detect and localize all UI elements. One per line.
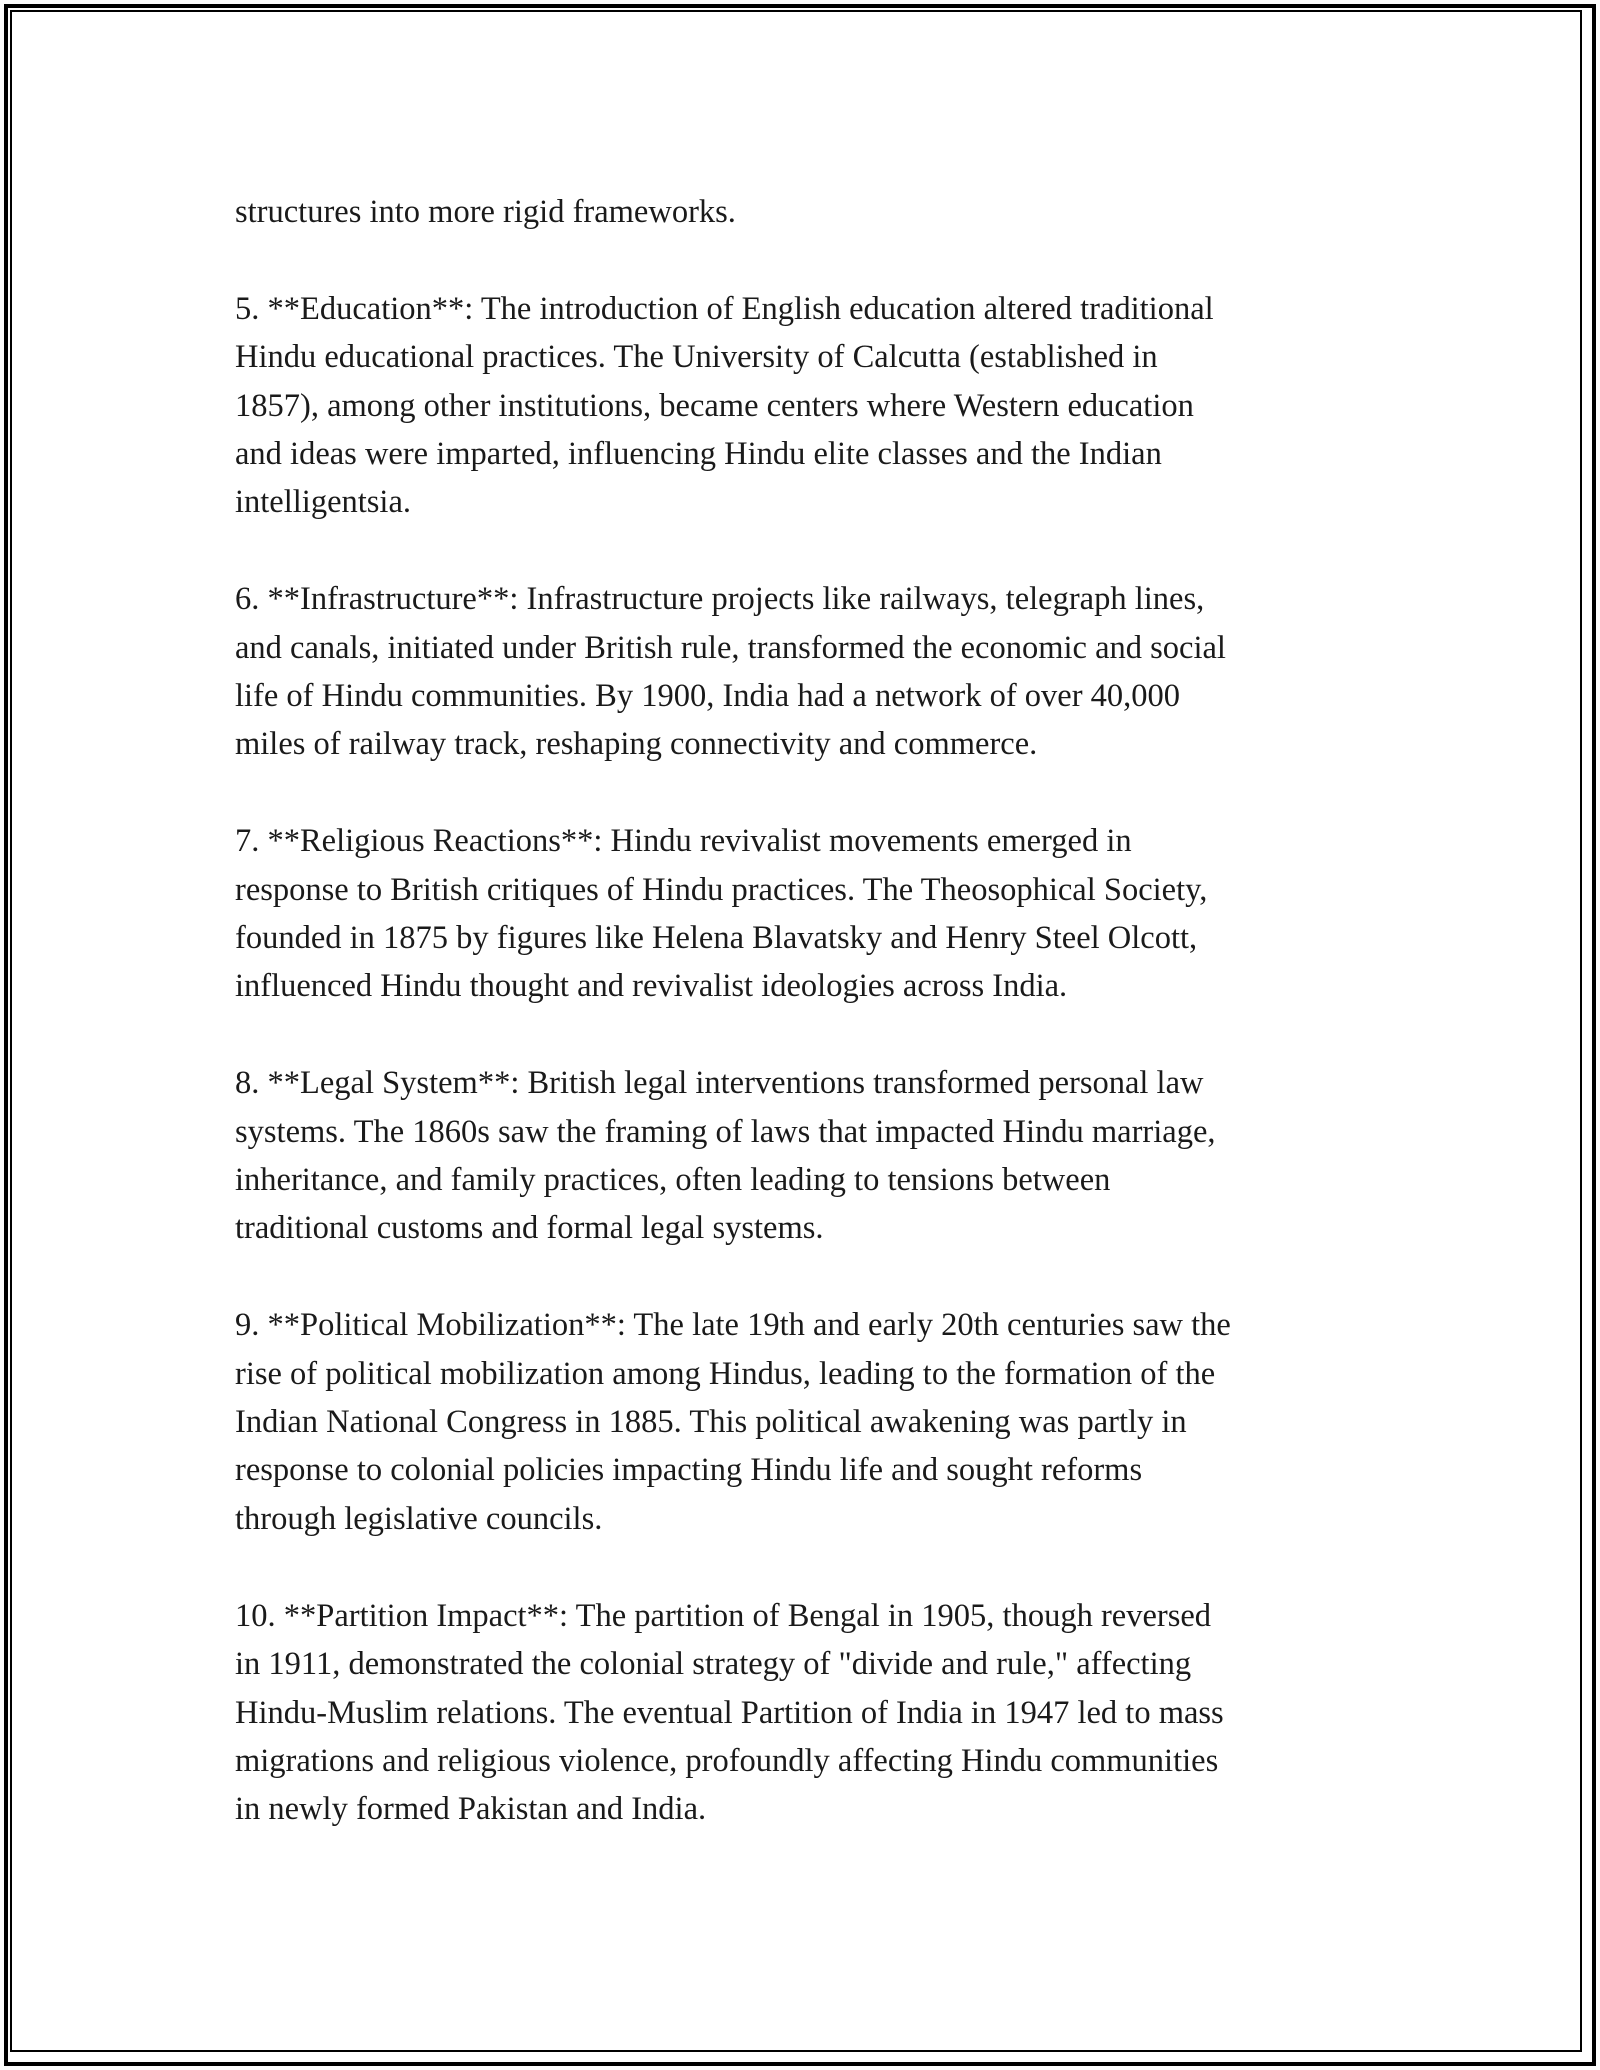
paragraph-partition-impact: 10. **Partition Impact**: The partition of Bengal in 1905, though reversed in 1911, demonstrated the colonial strategy of "divide and rule," affecting Hindu-Muslim relations. The eventual Partition of India in 1947 led to mass migrations and religious violence, profoundly affecting Hindu communities in newly formed Pakistan and India. [235, 1597, 1224, 1828]
paragraph-continuation: structures into more rigid frameworks. [235, 194, 736, 230]
paragraph-education: 5. **Education**: The introduction of English education altered traditional Hindu educational practices. The University of Calcutta (established in 1857), among other institutions, became centers where Western education and ideas were imparted, influencing Hindu elite classes and the Indian intelligentsia. [235, 290, 1214, 521]
paragraph-infrastructure: 6. **Infrastructure**: Infrastructure projects like railways, telegraph lines, and canals, initiated under British rule, transformed the economic and social life of Hindu communities. By 1900, India had a network of over 40,000 miles of railway track, reshaping connectivity and commerce. [235, 581, 1226, 763]
paragraph-religious-reactions: 7. **Religious Reactions**: Hindu revivalist movements emerged in response to British critiques of Hindu practices. The Theosophical Society, founded in 1875 by figures like Helena Blavatsky and Henry Steel Olcott, influenced Hindu thought and revivalist ideologies across India. [235, 823, 1208, 1005]
paragraph-legal-system: 8. **Legal System**: British legal interventions transformed personal law systems. The 1860s saw the framing of laws that impacted Hindu marriage, inheritance, and family practices, often leading to tensions between traditional customs and formal legal systems. [235, 1065, 1216, 1247]
paragraph-political-mobilization: 9. **Political Mobilization**: The late 19th and early 20th centuries saw the rise of political mobilization among Hindus, leading to the formation of the Indian National Congress in 1885. This political awakening was partly in response to colonial policies impacting Hindu life and sought reforms through legislative councils. [235, 1307, 1231, 1537]
document-body [235, 188, 1375, 1882]
